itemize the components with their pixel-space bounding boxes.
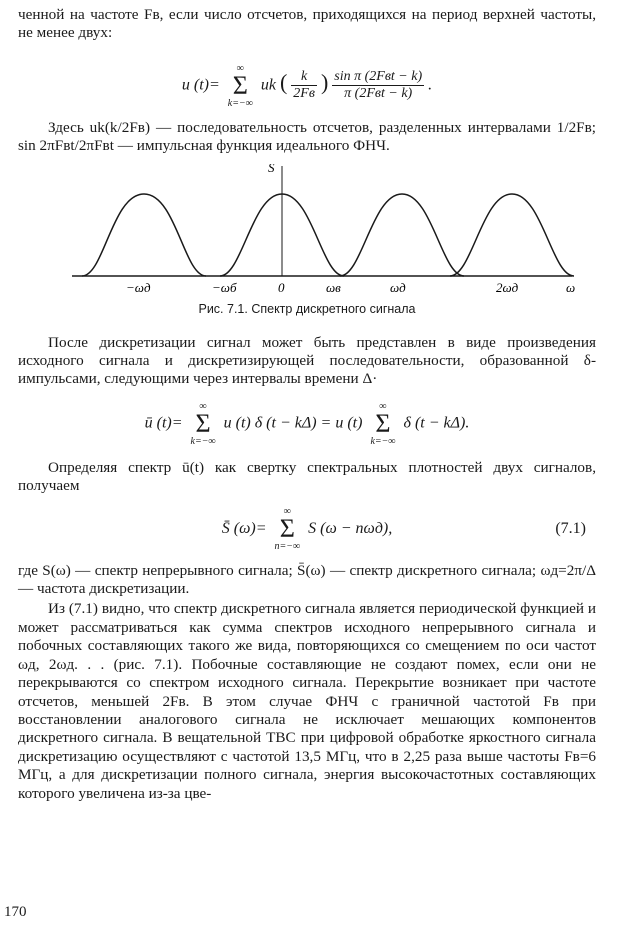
formula-sampling-theorem: u (t)= ∞ Σ k=−∞ uk ( $\frac{k}{2Fв}$ ) $\frac{\text{sin π (2Fвt − k)}}{\text{π (2Fвt − k)}}$ . (181, 62, 433, 109)
paragraph-intro: ченной на частоте Fв, если число отсчетов, приходящихся на период верхней частоты, не менее двух: (18, 6, 596, 42)
figure-caption: Рис. 7.1. Спектр дискретного сигнала (198, 301, 416, 316)
paragraph-analysis: Из (7.1) видно, что спектр дискретного сигнала является периодической функцией и может рассматриваться как сумма спектров исходного непрерывного сигнала и побочных составляющих такого же вида, повторяющихся со смещением по оси частот ωд, 2ωд. . . (рис. 7.1). Побочные составляющие не создают помех, если они не перекрываются со спектром исходного сигнала. Перекрытие возникает при частоте отсчетов, меньшей 2Fв. В этом случае ФНЧ с граничной частотой Fв при восстановлении аналогового сигнала не исключает мешающих компонентов дискретного сигнала. В вещательной ТВС при цифровой обработке яркостного сигнала дискретизацию осуществляют с частотой 13,5 МГц, что в 2,25 раза выше частоты Fв=6 МГц, а для дискретизации полного сигнала, энергия высокочастотных составляющих которого увеличена из-за цве- (18, 600, 596, 802)
tick-omega-d: ωд (390, 279, 406, 295)
tick-zero: 0 (278, 279, 285, 295)
formula2-lhs: ū (t)= (144, 414, 183, 432)
figure-spectrum (18, 164, 596, 296)
x-axis-label: ω (566, 279, 576, 295)
formula2-sum-a: ∞ Σ k=−∞ (190, 400, 216, 447)
paragraph-discretization: После дискретизации сигнал может быть представлен в виде произведения исходного сигнала и дискретизирующей последовательности, образованной δ-импульсами, следующими через интервалы времени Δ· (18, 333, 596, 388)
paragraph-convolution: Определяя спектр ū(t) как свертку спектральных плотностей двух сигналов, получаем (18, 458, 596, 495)
formula2-middle: u (t) δ (t − kΔ) = u (t) (223, 414, 363, 432)
spectrum-lobe-right (340, 194, 464, 276)
equation-number: (7.1) (555, 519, 586, 537)
formula1-lhs: u (t)= (181, 76, 220, 94)
formula1-sum: ∞ Σ k=−∞ (227, 62, 253, 109)
formula3-sum: ∞ Σ n=−∞ (274, 505, 301, 552)
tick-2omega-d: 2ωд (496, 279, 519, 295)
tick-omega-v: ωв (326, 279, 341, 295)
formula-discrete-signal (18, 401, 596, 445)
formula3-lhs: S̄ (ω)= (221, 519, 267, 537)
tick-minus-omega-d: −ωд (126, 279, 151, 295)
spectrum-lobe-left (82, 194, 206, 276)
paragraph-where: где S(ω) — спектр непрерывного сигнала; S̄(ω) — спектр дискретного сигнала; ωд=2π/Δ — частота дискретизации. (18, 561, 596, 598)
tick-minus-omega-b: −ωб (212, 279, 237, 295)
formula1-term: uk (260, 76, 276, 94)
formula3-rhs: S (ω − nωд), (308, 519, 393, 537)
spectrum-lobe-far-right (450, 194, 574, 276)
page-body (18, 6, 596, 803)
spectrum-diagram (64, 164, 620, 296)
formula1-sinc: $\frac{\text{sin π (2Fвt − k)}}{\text{π (2Fвt − k)}}$ (334, 69, 423, 102)
formula2-tail: δ (t − kΔ). (403, 414, 470, 432)
formula1-arg: $\frac{k}{2Fв}$ (293, 69, 315, 102)
paragraph-definitions: Здесь uk(k/2Fв) — последовательность отсчетов, разделенных интервалами 1/2Fв; sin 2πFвt/2πFвt — импульсная функция идеального ФНЧ. (18, 118, 596, 155)
y-axis-label: S̄ (268, 163, 275, 175)
formula-7-1 (18, 506, 596, 552)
page-number: 170 (4, 904, 27, 920)
formula2-sum-b: ∞ Σ k=−∞ (370, 400, 396, 447)
